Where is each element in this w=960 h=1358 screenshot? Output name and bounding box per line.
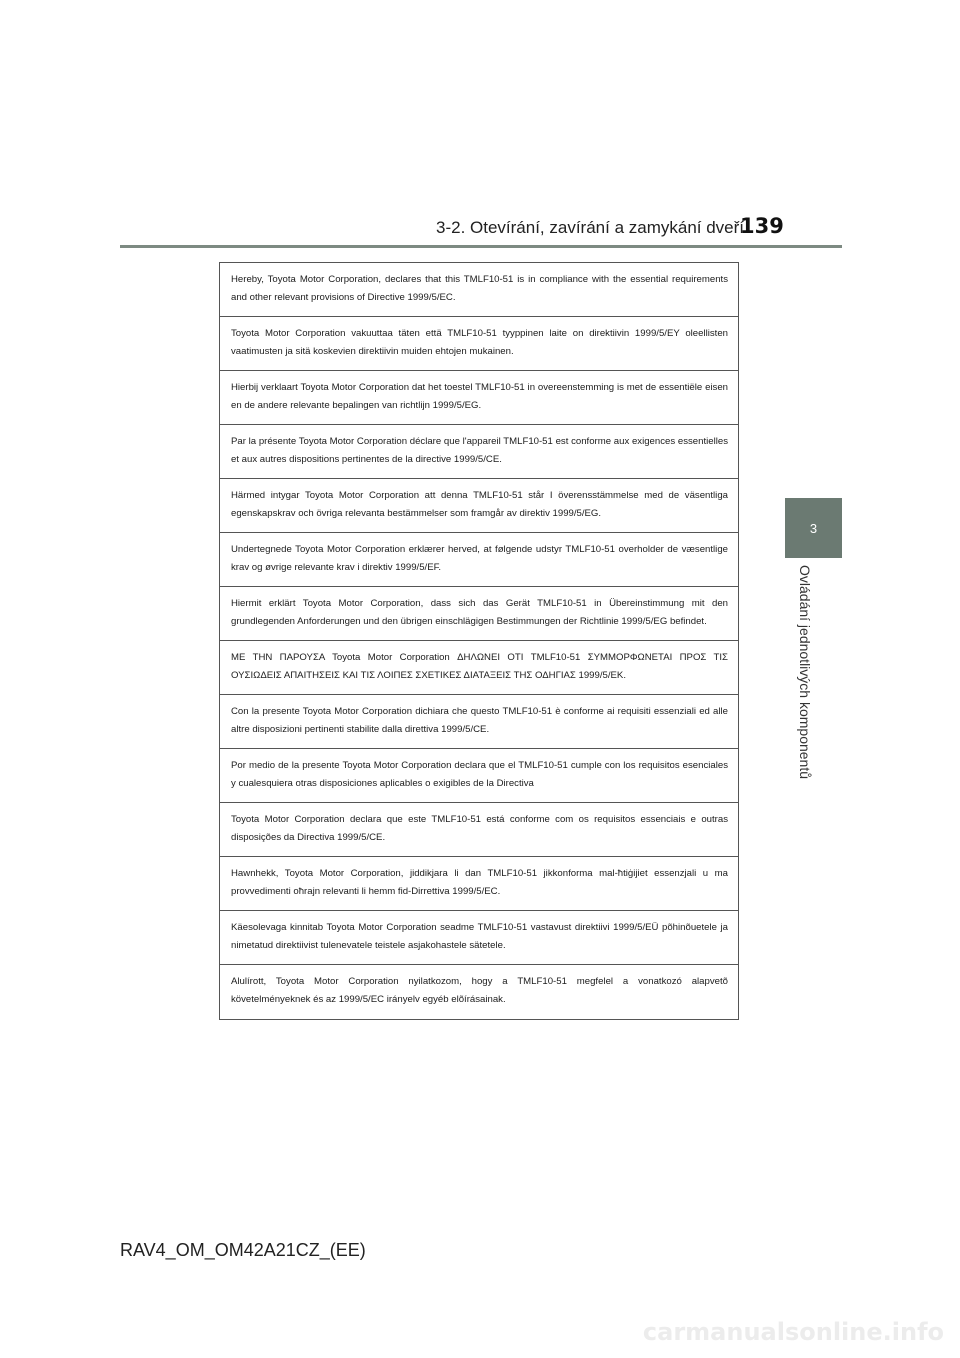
page-number: 139: [740, 214, 784, 238]
declaration-estonian: Käesolevaga kinnitab Toyota Motor Corporation seadme TMLF10-51 vastavust direktiivi 1999/5/EÜ põhinõuetele ja nimetatud direktiivist tulenevatele teistele asjakohastele sätetele.: [220, 911, 738, 965]
declaration-greek: ΜΕ ΤΗΝ ΠΑΡΟΥΣΑ Toyota Motor Corporation ΔΗΛΩΝΕΙ ΟΤΙ TMLF10-51 ΣΥΜΜΟΡΦΩΝΕΤΑΙ ΠΡΟΣ ΤΙΣ ΟΥΣΙΩΔΕΙΣ ΑΠΑΙΤΗΣΕΙΣ ΚΑΙ ΤΙΣ ΛΟΙΠΕΣ ΣΧΕΤΙΚΕΣ ΔΙΑΤΑΞΕΙΣ ΤΗΣ ΟΔΗΓΙΑΣ 1999/5/ΕΚ.: [220, 641, 738, 695]
declaration-english: Hereby, Toyota Motor Corporation, declares that this TMLF10-51 is in compliance with the essential requirements and other relevant provisions of Directive 1999/5/EC.: [220, 263, 738, 317]
declaration-swedish: Härmed intygar Toyota Motor Corporation att denna TMLF10-51 står I överensstämmelse med de väsentliga egenskapskrav och övriga relevanta bestämmelser som framgår av direktiv 1999/5/EG.: [220, 479, 738, 533]
declaration-portuguese: Toyota Motor Corporation declara que este TMLF10-51 está conforme com os requisitos essenciais e outras disposições da Directiva 1999/5/CE.: [220, 803, 738, 857]
declaration-spanish: Por medio de la presente Toyota Motor Corporation declara que el TMLF10-51 cumple con los requisitos esenciales y cualesquiera otras disposiciones aplicables o exigibles de la Directiva: [220, 749, 738, 803]
declaration-maltese: Hawnhekk, Toyota Motor Corporation, jiddikjara li dan TMLF10-51 jikkonforma mal-ħtiġijiet essenzjali u ma provvedimenti oħrajn relevanti li hemm fid-Dirrettiva 1999/5/EC.: [220, 857, 738, 911]
declaration-french: Par la présente Toyota Motor Corporation déclare que l'appareil TMLF10-51 est conforme aux exigences essentielles et aux autres dispositions pertinentes de la directive 1999/5/CE.: [220, 425, 738, 479]
declaration-german: Hiermit erklärt Toyota Motor Corporation, dass sich das Gerät TMLF10-51 in Übereinstimmung mit den grundlegenden Anforderungen und den übrigen einschlägigen Bestimmungen der Richtlinie 1999/5/EG befindet.: [220, 587, 738, 641]
declaration-dutch: Hierbij verklaart Toyota Motor Corporation dat het toestel TMLF10-51 in overeenstemming is met de essentiële eisen en de andere relevante bepalingen van richtlijn 1999/5/EG.: [220, 371, 738, 425]
declaration-italian: Con la presente Toyota Motor Corporation dichiara che questo TMLF10-51 è conforme ai requisiti essenziali ed alle altre disposizioni pertinenti stabilite dalla direttiva 1999/5/CE.: [220, 695, 738, 749]
header-divider: [120, 245, 842, 248]
chapter-label: Ovládání jednotlivých komponentů: [797, 565, 813, 780]
declaration-hungarian: Alulírott, Toyota Motor Corporation nyilatkozom, hogy a TMLF10-51 megfelel a vonatkozó alapvetõ követelményeknek és az 1999/5/EC irányelv egyéb elõírásainak.: [231, 976, 728, 1005]
section-title: 3-2. Otevírání, zavírání a zamykání dveří: [436, 218, 745, 237]
chapter-tab: [785, 498, 842, 558]
declarations-table: [219, 262, 739, 1020]
chapter-number: 3: [809, 520, 818, 536]
document-code: RAV4_OM_OM42A21CZ_(EE): [120, 1240, 366, 1260]
watermark: carmanualsonline.info: [642, 1318, 944, 1346]
declaration-finnish: Toyota Motor Corporation vakuuttaa täten että TMLF10-51 tyyppinen laite on direktiivin 1999/5/EY oleellisten vaatimusten ja sitä koskevien direktiivin muiden ehtojen mukainen.: [220, 317, 738, 371]
declaration-danish: Undertegnede Toyota Motor Corporation erklærer herved, at følgende udstyr TMLF10-51 overholder de væsentlige krav og øvrige relevante krav i direktiv 1999/5/EF.: [220, 533, 738, 587]
